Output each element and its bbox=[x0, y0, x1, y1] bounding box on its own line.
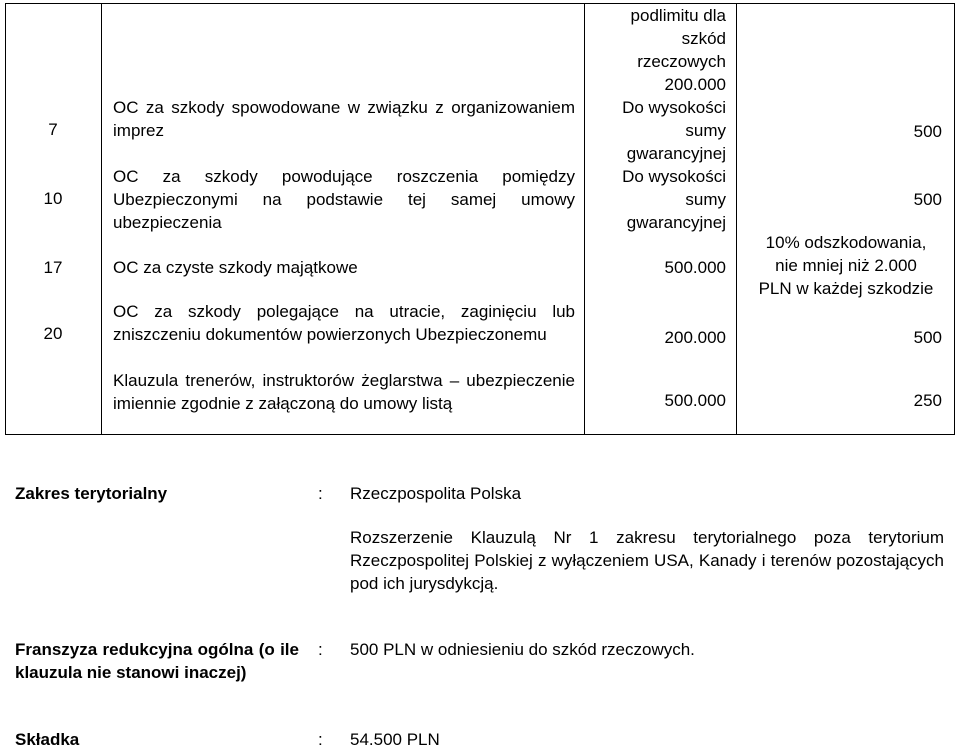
row-limit: 500.000 bbox=[664, 258, 726, 277]
row-description: OC za szkody polegające na utracie, zaginięciu lub zniszczeniu dokumentów powierzonych Ubezpieczonemu bbox=[113, 302, 575, 344]
column-divider bbox=[736, 3, 737, 435]
row-deductible: 250 bbox=[913, 391, 942, 410]
row-number: 20 bbox=[43, 324, 63, 343]
table-border-right bbox=[954, 3, 955, 435]
row-limit: 500.000 bbox=[664, 391, 726, 410]
premium-value: 54.500 PLN bbox=[350, 730, 440, 749]
territory-value: Rzeczpospolita Polska bbox=[350, 484, 522, 503]
premium-label: Składka bbox=[15, 730, 80, 749]
row-deductible: 500 bbox=[913, 122, 942, 141]
row-number: 10 bbox=[43, 189, 63, 208]
franchise-colon: : bbox=[318, 640, 323, 659]
premium-colon: : bbox=[318, 730, 323, 749]
territory-extension: Rozszerzenie Klauzulą Nr 1 zakresu terytorialnego poza terytorium Rzeczpospolitej Polskiej z wyłączeniem USA, Kanady i terenów pozostających pod ich jurysdykcją. bbox=[350, 528, 944, 593]
territory-colon: : bbox=[318, 484, 323, 503]
row-deductible: 500 bbox=[913, 190, 942, 209]
row-deductible: 500 bbox=[913, 328, 942, 347]
franchise-value: 500 PLN w odniesieniu do szkód rzeczowych. bbox=[350, 640, 695, 659]
row-limit: podlimitu dla szkód rzeczowych 200.000 Do wysokości sumy gwarancyjnej bbox=[622, 6, 726, 163]
row-deductible: 10% odszkodowania, nie mniej niż 2.000 PLN w każdej szkodzie bbox=[758, 233, 934, 298]
row-limit: Do wysokości sumy gwarancyjnej bbox=[622, 167, 726, 232]
row-limit: 200.000 bbox=[664, 328, 726, 347]
row-description: OC za szkody powodujące roszczenia pomiędzy Ubezpieczonymi na podstawie tej samej umowy ubezpieczenia bbox=[113, 167, 575, 232]
table-border-bottom bbox=[5, 434, 955, 435]
coverage-table bbox=[5, 3, 955, 435]
column-divider bbox=[101, 3, 102, 435]
table-border-top bbox=[5, 3, 955, 4]
row-description: OC za czyste szkody majątkowe bbox=[113, 258, 358, 277]
row-description: Klauzula trenerów, instruktorów żeglarstwa – ubezpieczenie imiennie zgodnie z załączoną do umowy listą bbox=[113, 371, 575, 413]
table-border-left bbox=[5, 3, 6, 435]
row-number: 7 bbox=[48, 120, 58, 139]
row-description: OC za szkody spowodowane w związku z organizowaniem imprez bbox=[113, 98, 575, 140]
franchise-label: Franszyza redukcyjna ogólna (o ile klauzula nie stanowi inaczej) bbox=[15, 640, 299, 682]
row-number: 17 bbox=[43, 258, 63, 277]
territory-label: Zakres terytorialny bbox=[15, 484, 168, 503]
